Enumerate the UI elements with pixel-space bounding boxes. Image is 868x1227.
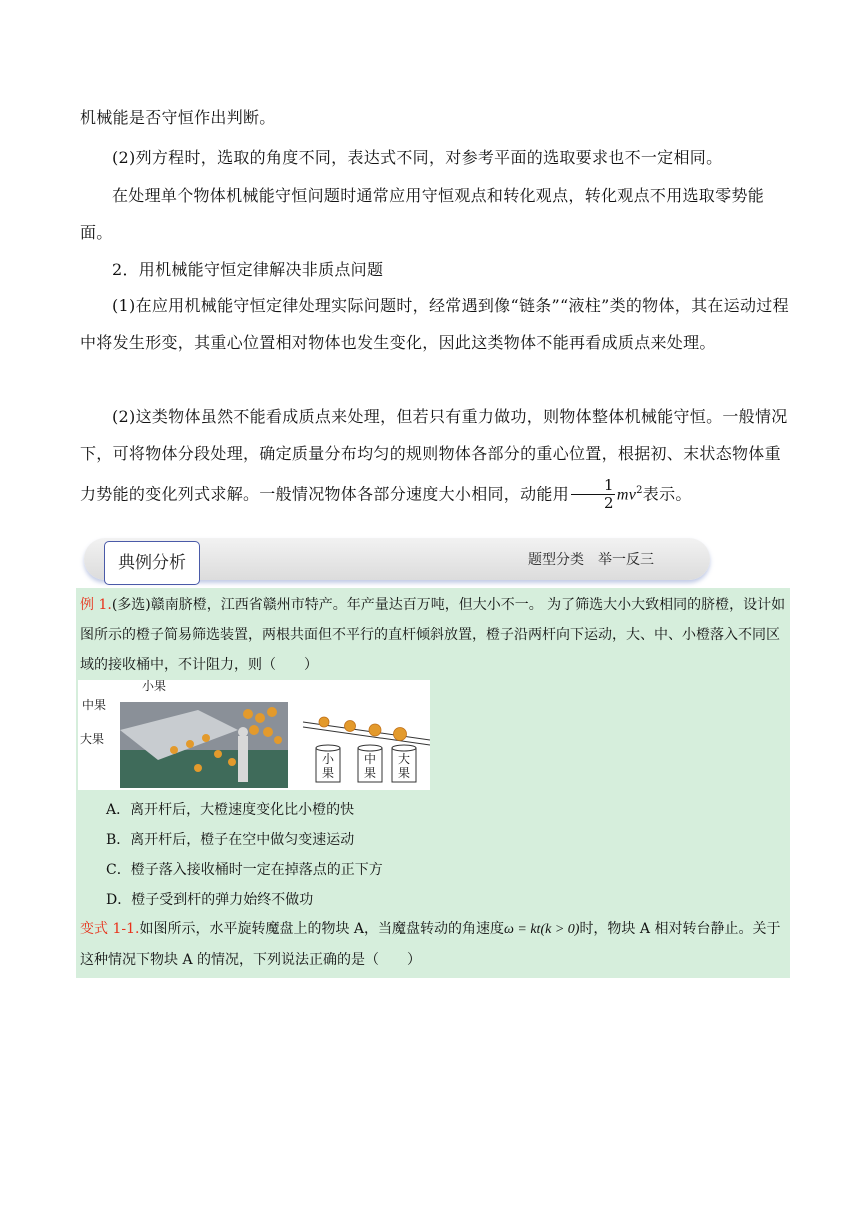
variant-text-post: 时，物块 A 相对转台静止。关于这种情况下物块 A 的情况，下列说法正确的是（ ）: [80, 921, 781, 968]
banner-category-label: 题型分类: [528, 552, 584, 568]
angular-velocity-formula: ω = kt(k > 0): [504, 922, 580, 937]
fraction-denominator: 2: [604, 494, 614, 513]
label-small-fruit: 小果: [142, 679, 167, 693]
kinetic-energy-expr: mv: [616, 486, 637, 504]
bin-label-medium: 中果: [364, 752, 377, 780]
fraction-one-half: [571, 477, 615, 512]
paragraph-5-end: 表示。: [642, 484, 692, 504]
paragraph-1: 机械能是否守恒作出判断。: [80, 108, 276, 127]
option-b: B．离开杆后，橙子在空中做匀变速运动: [106, 832, 355, 848]
paragraph-4: (1)在应用机械能守恒定律处理实际问题时，经常遇到像“链条”“液柱”类的物体，其在运动过程中将发生形变，其重心位置相对物体也发生变化，因此这类物体不能再看成质点来处理。: [80, 296, 789, 352]
label-large-fruit: 大果: [80, 732, 105, 746]
label-medium-fruit: 中果: [82, 698, 107, 712]
machine-frame: [120, 750, 288, 788]
sorting-machine-illustration: [78, 680, 430, 790]
variant-1-1-label: 变式 1-1.: [80, 921, 140, 937]
paragraph-3: 在处理单个物体机械能守恒问题时通常应用守恒观点和转化观点，转化观点不用选取零势能面。: [80, 186, 765, 242]
option-d: D．橙子受到杆的弹力始终不做功: [106, 892, 314, 908]
oranges-on-rail: [319, 717, 407, 741]
worker-figure: [238, 736, 248, 782]
paragraph-2: (2)列方程时，选取的角度不同，表达式不同，对参考平面的选取要求也不一定相同。: [112, 148, 723, 167]
banner-category: [528, 549, 668, 569]
paragraph-5: [80, 398, 790, 513]
orange-sorting-figure: [78, 680, 430, 790]
example-1-text: (多选)赣南脐橙，江西省赣州市特产。年产量达百万吨，但大小不一。 为了筛选大小大致相同的脐橙，设计如图所示的橙子简易筛选装置，两根共面但不平行的直杆倾斜放置，橙子沿两杆向下运动，大、中、小橙落入不同区域的接收桶中，不计阻力，则（ ）: [80, 597, 786, 673]
option-a: A．离开杆后，大橙速度变化比小橙的快: [106, 802, 355, 818]
bin-label-large: 大果: [398, 752, 411, 780]
exponent: 2: [636, 485, 643, 496]
variant-text-pre: 如图所示，水平旋转魔盘上的物块 A，当魔盘转动的角速度: [139, 921, 505, 937]
banner-tag-example-analysis: 典例分析: [104, 541, 200, 585]
section-heading: 2．用机械能守恒定律解决非质点问题: [112, 260, 384, 279]
variant-1-1-question: [80, 914, 790, 975]
example-1-question: [80, 590, 790, 680]
bin-label-small: 小果: [322, 752, 335, 780]
option-c: C．橙子落入接收桶时一定在掉落点的正下方: [106, 862, 383, 878]
banner-category-subtitle: 举一反三: [598, 552, 654, 568]
fraction-numerator: 1: [571, 477, 615, 495]
example-1-label: 例 1.: [80, 597, 112, 613]
paragraph-5-text: (2)这类物体虽然不能看成质点来处理，但若只有重力做功，则物体整体机械能守恒。一般情况下，可将物体分段处理，确定质量分布均匀的规则物体各部分的重心位置，根据初、末状态物体重力势能的变化列式求解。一般情况物体各部分速度大小相同，动能用: [80, 407, 788, 504]
rail-bottom: [303, 727, 430, 745]
